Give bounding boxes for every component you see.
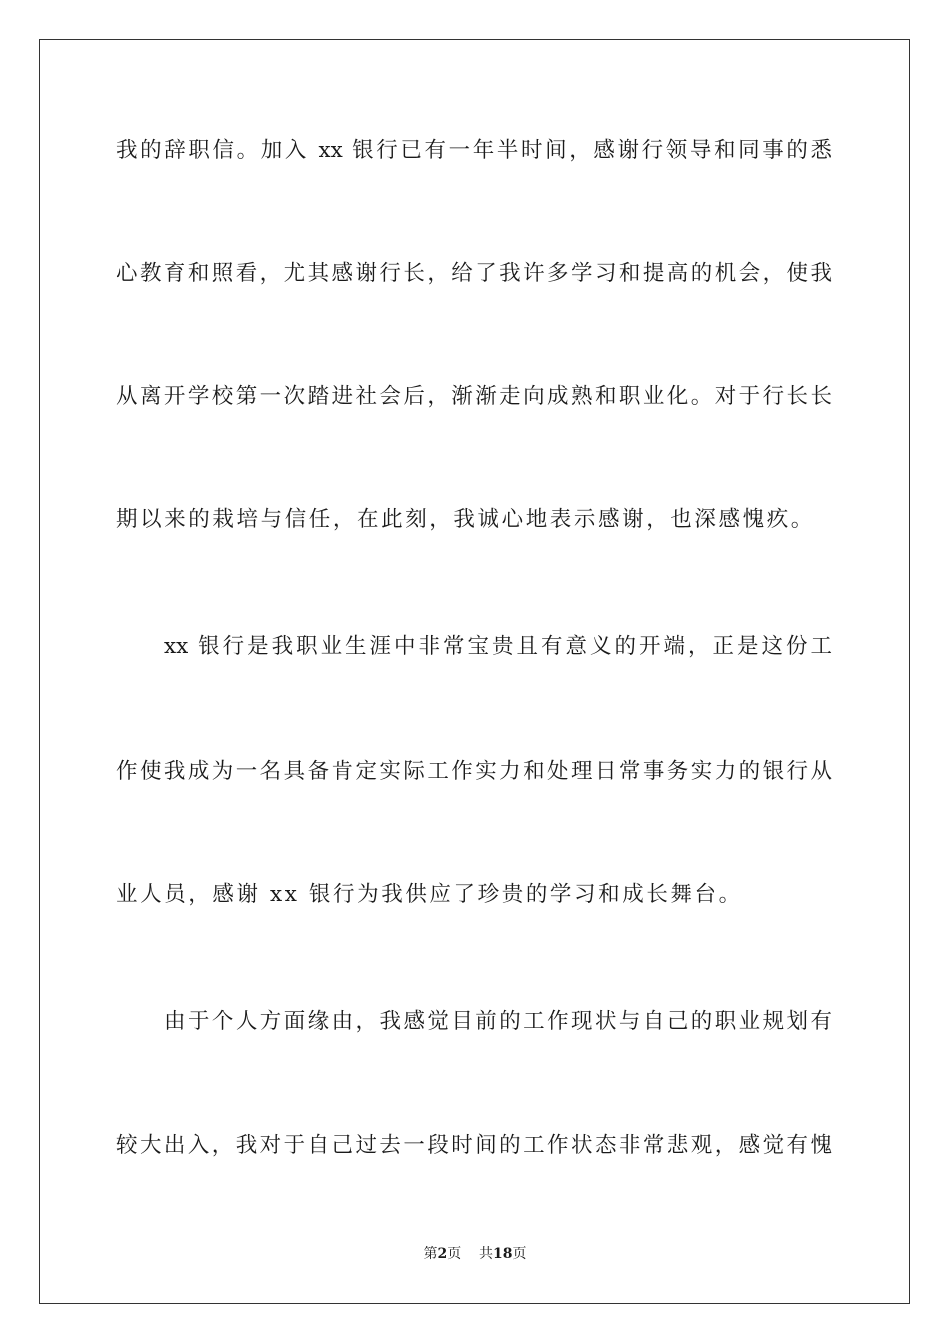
page-suffix: 页 xyxy=(447,1246,462,1262)
text-line-9: 较大出入，我对于自己过去一段时间的工作状态非常悲观，感觉有愧 xyxy=(116,1133,832,1158)
page-prefix: 第 xyxy=(423,1246,438,1262)
total-suffix: 页 xyxy=(512,1246,527,1262)
text-line-4: 期以来的栽培与信任，在此刻，我诚心地表示感谢，也深感愧疚。 xyxy=(116,507,815,532)
text-line-1: 我的辞职信。加入 xx 银行已有一年半时间，感谢行领导和同事的悉 xyxy=(116,138,832,163)
text-line-7: 业人员，感谢 xx 银行为我供应了珍贵的学习和成长舞台。 xyxy=(116,882,743,907)
text-line-2: 心教育和照看，尤其感谢行长，给了我许多学习和提高的机会，使我 xyxy=(116,261,832,286)
text-line-6: 作使我成为一名具备肯定实际工作实力和处理日常事务实力的银行从 xyxy=(116,759,832,784)
paragraph-2-line-1: xx 银行是我职业生涯中非常宝贵且有意义的开端，正是这份工 xyxy=(164,634,832,659)
total-pages: 18 xyxy=(493,1246,513,1262)
page-number: 2 xyxy=(437,1246,448,1262)
page-footer xyxy=(0,1244,950,1264)
total-prefix: 共 xyxy=(479,1246,494,1262)
paragraph-3-line-1: 由于个人方面缘由，我感觉目前的工作现状与自己的职业规划有 xyxy=(164,1009,832,1034)
text-line-3: 从离开学校第一次踏进社会后，渐渐走向成熟和职业化。对于行长长 xyxy=(116,384,832,409)
page-border xyxy=(39,39,910,1304)
